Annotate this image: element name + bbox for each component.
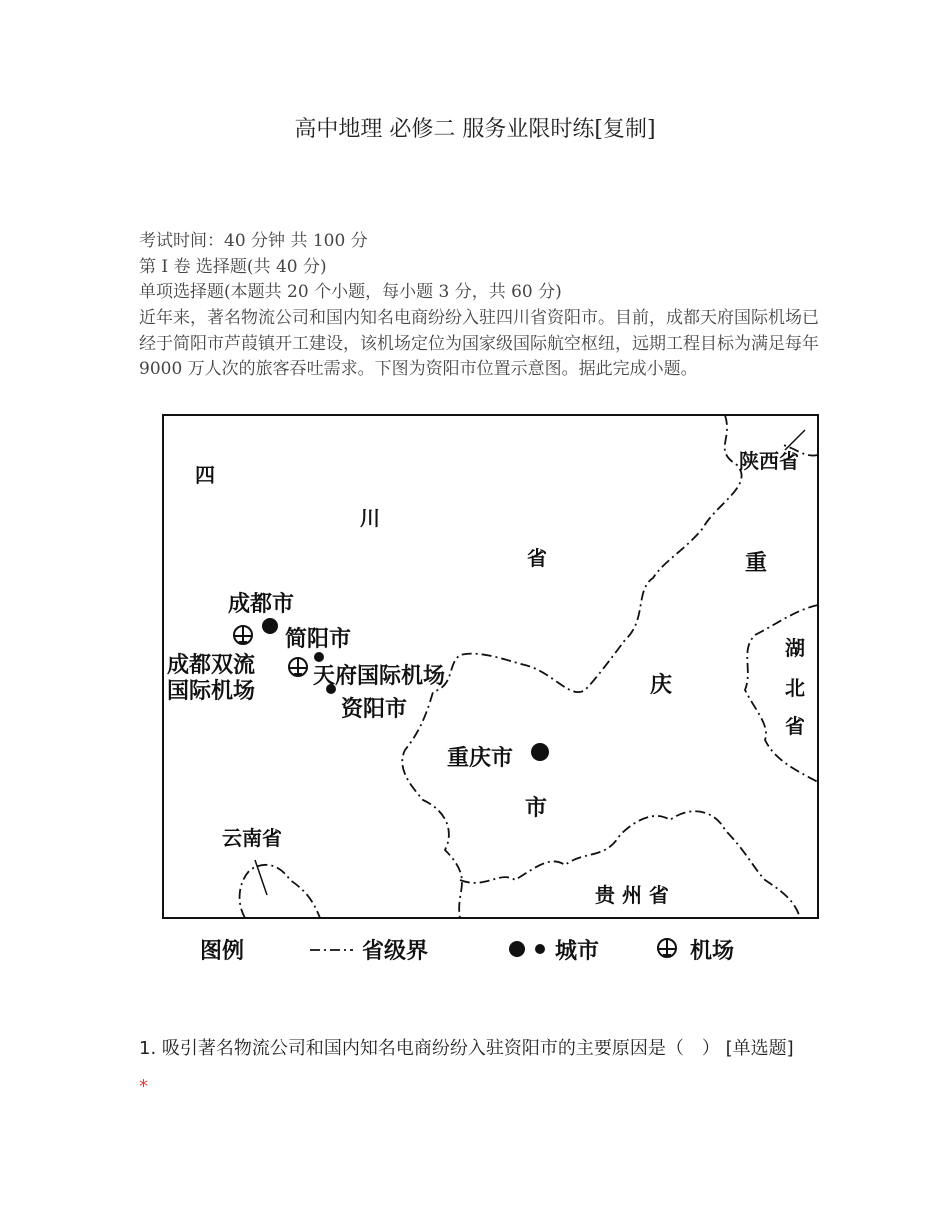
legend-city-label: 城市 — [555, 939, 600, 964]
shuangliu-airport-icon — [234, 626, 252, 644]
section-heading: 第 I 卷 选择题(共 40 分) — [139, 257, 327, 277]
jianyang-city-dot — [314, 652, 324, 662]
shaanxi-label: 陕西省 — [739, 449, 799, 473]
chongqing-city-dot — [531, 743, 549, 761]
sichuan-char-3: 省 — [527, 546, 547, 570]
question-text: 吸引著名物流公司和国内知名电商纷纷入驻资阳市的主要原因是（ ） — [161, 1038, 720, 1059]
chongqing-city-label: 重庆市 — [447, 746, 514, 771]
chongqing-char-1: 重 — [745, 551, 768, 576]
question-number: 1. — [139, 1038, 157, 1059]
ziyang-location-map — [155, 410, 825, 970]
hubei-char-1: 湖 — [785, 636, 805, 660]
shuangliu-label-line1: 成都双流 — [167, 653, 256, 678]
shuangliu-label-line2: 国际机场 — [167, 679, 256, 704]
legend-title: 图例 — [200, 939, 245, 964]
guizhou-label: 贵 州 省 — [595, 883, 669, 907]
sichuan-char-2: 川 — [360, 506, 380, 530]
hubei-char-2: 北 — [785, 676, 805, 700]
chongqing-char-2: 庆 — [650, 673, 673, 698]
legend-small-city-dot — [535, 944, 545, 954]
legend-border-label: 省级界 — [362, 939, 429, 964]
location-map-figure — [155, 410, 825, 970]
sichuan-char-1: 四 — [195, 463, 215, 487]
shaanxi-boundary-tick — [785, 430, 805, 450]
question-1 — [139, 1030, 799, 1106]
chengdu-label: 成都市 — [228, 592, 295, 617]
question-type: [单选题] — [725, 1038, 794, 1059]
hubei-char-3: 省 — [785, 714, 805, 738]
legend-airport-label: 机场 — [690, 939, 735, 964]
chongqing-char-3: 市 — [525, 796, 548, 821]
exam-time: 考试时间：40 分钟 共 100 分 — [139, 231, 368, 251]
reading-passage: 近年来，著名物流公司和国内知名电商纷纷入驻四川省资阳市。目前，成都天府国际机场已经于简阳市芦葭镇开工建设，该机场定位为国家级国际航空枢纽，远期工程目标为满足每年 9000 万人次的旅客吞吐需求。下图为资阳市位置示意图。据此完成小题。 — [139, 308, 819, 380]
ziyang-label: 资阳市 — [341, 697, 408, 722]
tianfu-label: 天府国际机场 — [313, 664, 446, 689]
legend-large-city-dot — [509, 941, 525, 957]
page-title: 高中地理 必修二 服务业限时练[复制] — [294, 117, 656, 142]
yunnan-label: 云南省 — [222, 826, 282, 850]
instructions: 单项选择题(本题共 20 个小题，每小题 3 分，共 60 分) — [139, 282, 562, 302]
chengdu-city-dot — [262, 618, 278, 634]
tianfu-airport-icon — [289, 658, 307, 676]
legend-airport-icon — [658, 939, 676, 957]
jianyang-label: 简阳市 — [285, 627, 352, 652]
required-mark: * — [139, 1076, 148, 1097]
